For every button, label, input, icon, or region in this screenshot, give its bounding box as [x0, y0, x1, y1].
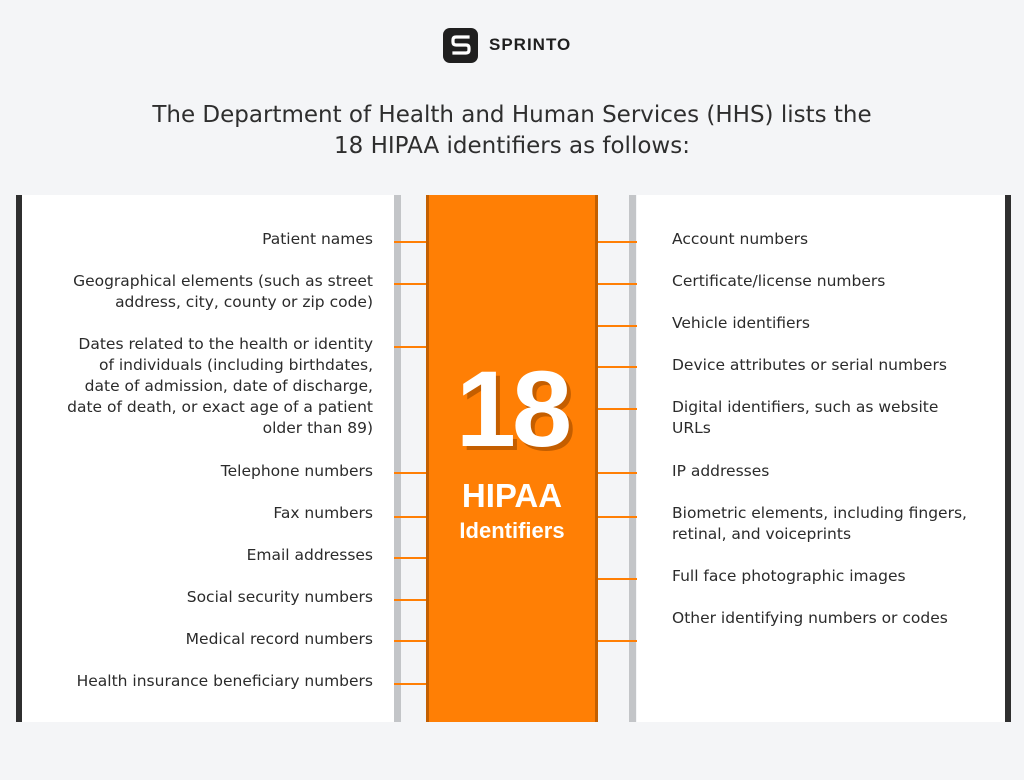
identifier-text: address, city, county or zip code) [115, 293, 373, 311]
right-identifier-item [672, 313, 1002, 334]
headline-line-2: 18 HIPAA identifiers as follows: [334, 133, 690, 159]
identifier-text: Biometric elements, including fingers, [672, 504, 967, 522]
right-connector-tick [598, 283, 637, 285]
identifier-text: Health insurance beneficiary numbers [76, 672, 373, 690]
identifier-text: Dates related to the health or identity [78, 335, 373, 353]
identifier-text: retinal, and voiceprints [672, 525, 852, 543]
left-identifier-item [40, 545, 373, 566]
right-identifier-item [672, 397, 1002, 439]
left-divider [394, 195, 401, 722]
left-connector-tick [394, 599, 426, 601]
left-identifier-item [40, 629, 373, 650]
identifier-text: Account numbers [672, 230, 809, 248]
left-connector-tick [394, 283, 426, 285]
right-connector-tick [598, 640, 637, 642]
identifier-text: Certificate/license numbers [672, 272, 886, 290]
right-identifier-item [672, 271, 1002, 292]
left-identifier-item [40, 271, 373, 313]
sprinto-logo-icon [443, 28, 478, 63]
identifier-text: older than 89) [262, 419, 373, 437]
center-title: HIPAA [461, 477, 563, 514]
identifier-text: Patient names [262, 230, 373, 248]
identifier-text: Full face photographic images [672, 567, 906, 585]
left-identifier-item [40, 461, 373, 482]
center-subtitle: Identifiers [459, 518, 565, 543]
left-identifier-item [40, 229, 373, 250]
left-connector-tick [394, 516, 426, 518]
identifier-text: Social security numbers [186, 588, 373, 606]
right-divider [629, 195, 636, 722]
brand-name: SPRINTO [489, 35, 572, 54]
left-connector-tick [394, 640, 426, 642]
identifier-text: Geographical elements (such as street [73, 272, 373, 290]
identifier-text: Other identifying numbers or codes [672, 609, 948, 627]
identifier-text: Fax numbers [273, 504, 373, 522]
headline [60, 100, 964, 162]
identifier-text: date of death, or exact age of a patient [67, 398, 373, 416]
headline-line-1: The Department of Health and Human Services (HHS) lists the [152, 102, 872, 128]
left-connector-tick [394, 683, 426, 685]
left-connector-tick [394, 346, 426, 348]
left-connector-tick [394, 241, 426, 243]
right-identifier-item [672, 566, 1002, 587]
brand [443, 27, 571, 63]
right-identifier-item [672, 503, 1002, 545]
identifier-text: Digital identifiers, such as website [672, 398, 939, 416]
left-identifier-item [40, 334, 373, 439]
right-identifier-item [672, 229, 1002, 250]
right-identifier-item [672, 355, 1002, 376]
right-connector-tick [598, 366, 637, 368]
right-connector-tick [598, 325, 637, 327]
identifier-count: 18 [455, 348, 569, 469]
right-connector-tick [598, 516, 637, 518]
right-connector-tick [598, 241, 637, 243]
identifier-text: of individuals (including birthdates, [98, 356, 373, 374]
right-connector-tick [598, 472, 637, 474]
left-identifier-item [40, 503, 373, 524]
identifier-text: Email addresses [246, 546, 373, 564]
left-identifier-item [40, 587, 373, 608]
left-connector-tick [394, 557, 426, 559]
right-connector-tick [598, 578, 637, 580]
identifier-text: Vehicle identifiers [672, 314, 810, 332]
identifier-text: Device attributes or serial numbers [672, 356, 947, 374]
right-identifier-item [672, 608, 1002, 629]
identifier-text: Medical record numbers [185, 630, 373, 648]
right-connector-tick [598, 408, 637, 410]
identifier-text: date of admission, date of discharge, [84, 377, 373, 395]
center-column [426, 195, 598, 722]
s-mark-icon [450, 34, 472, 56]
identifier-text: URLs [672, 419, 711, 437]
identifier-text: IP addresses [672, 462, 770, 480]
left-connector-tick [394, 472, 426, 474]
right-identifier-item [672, 461, 1002, 482]
left-identifier-item [40, 671, 373, 692]
identifier-text: Telephone numbers [220, 462, 373, 480]
